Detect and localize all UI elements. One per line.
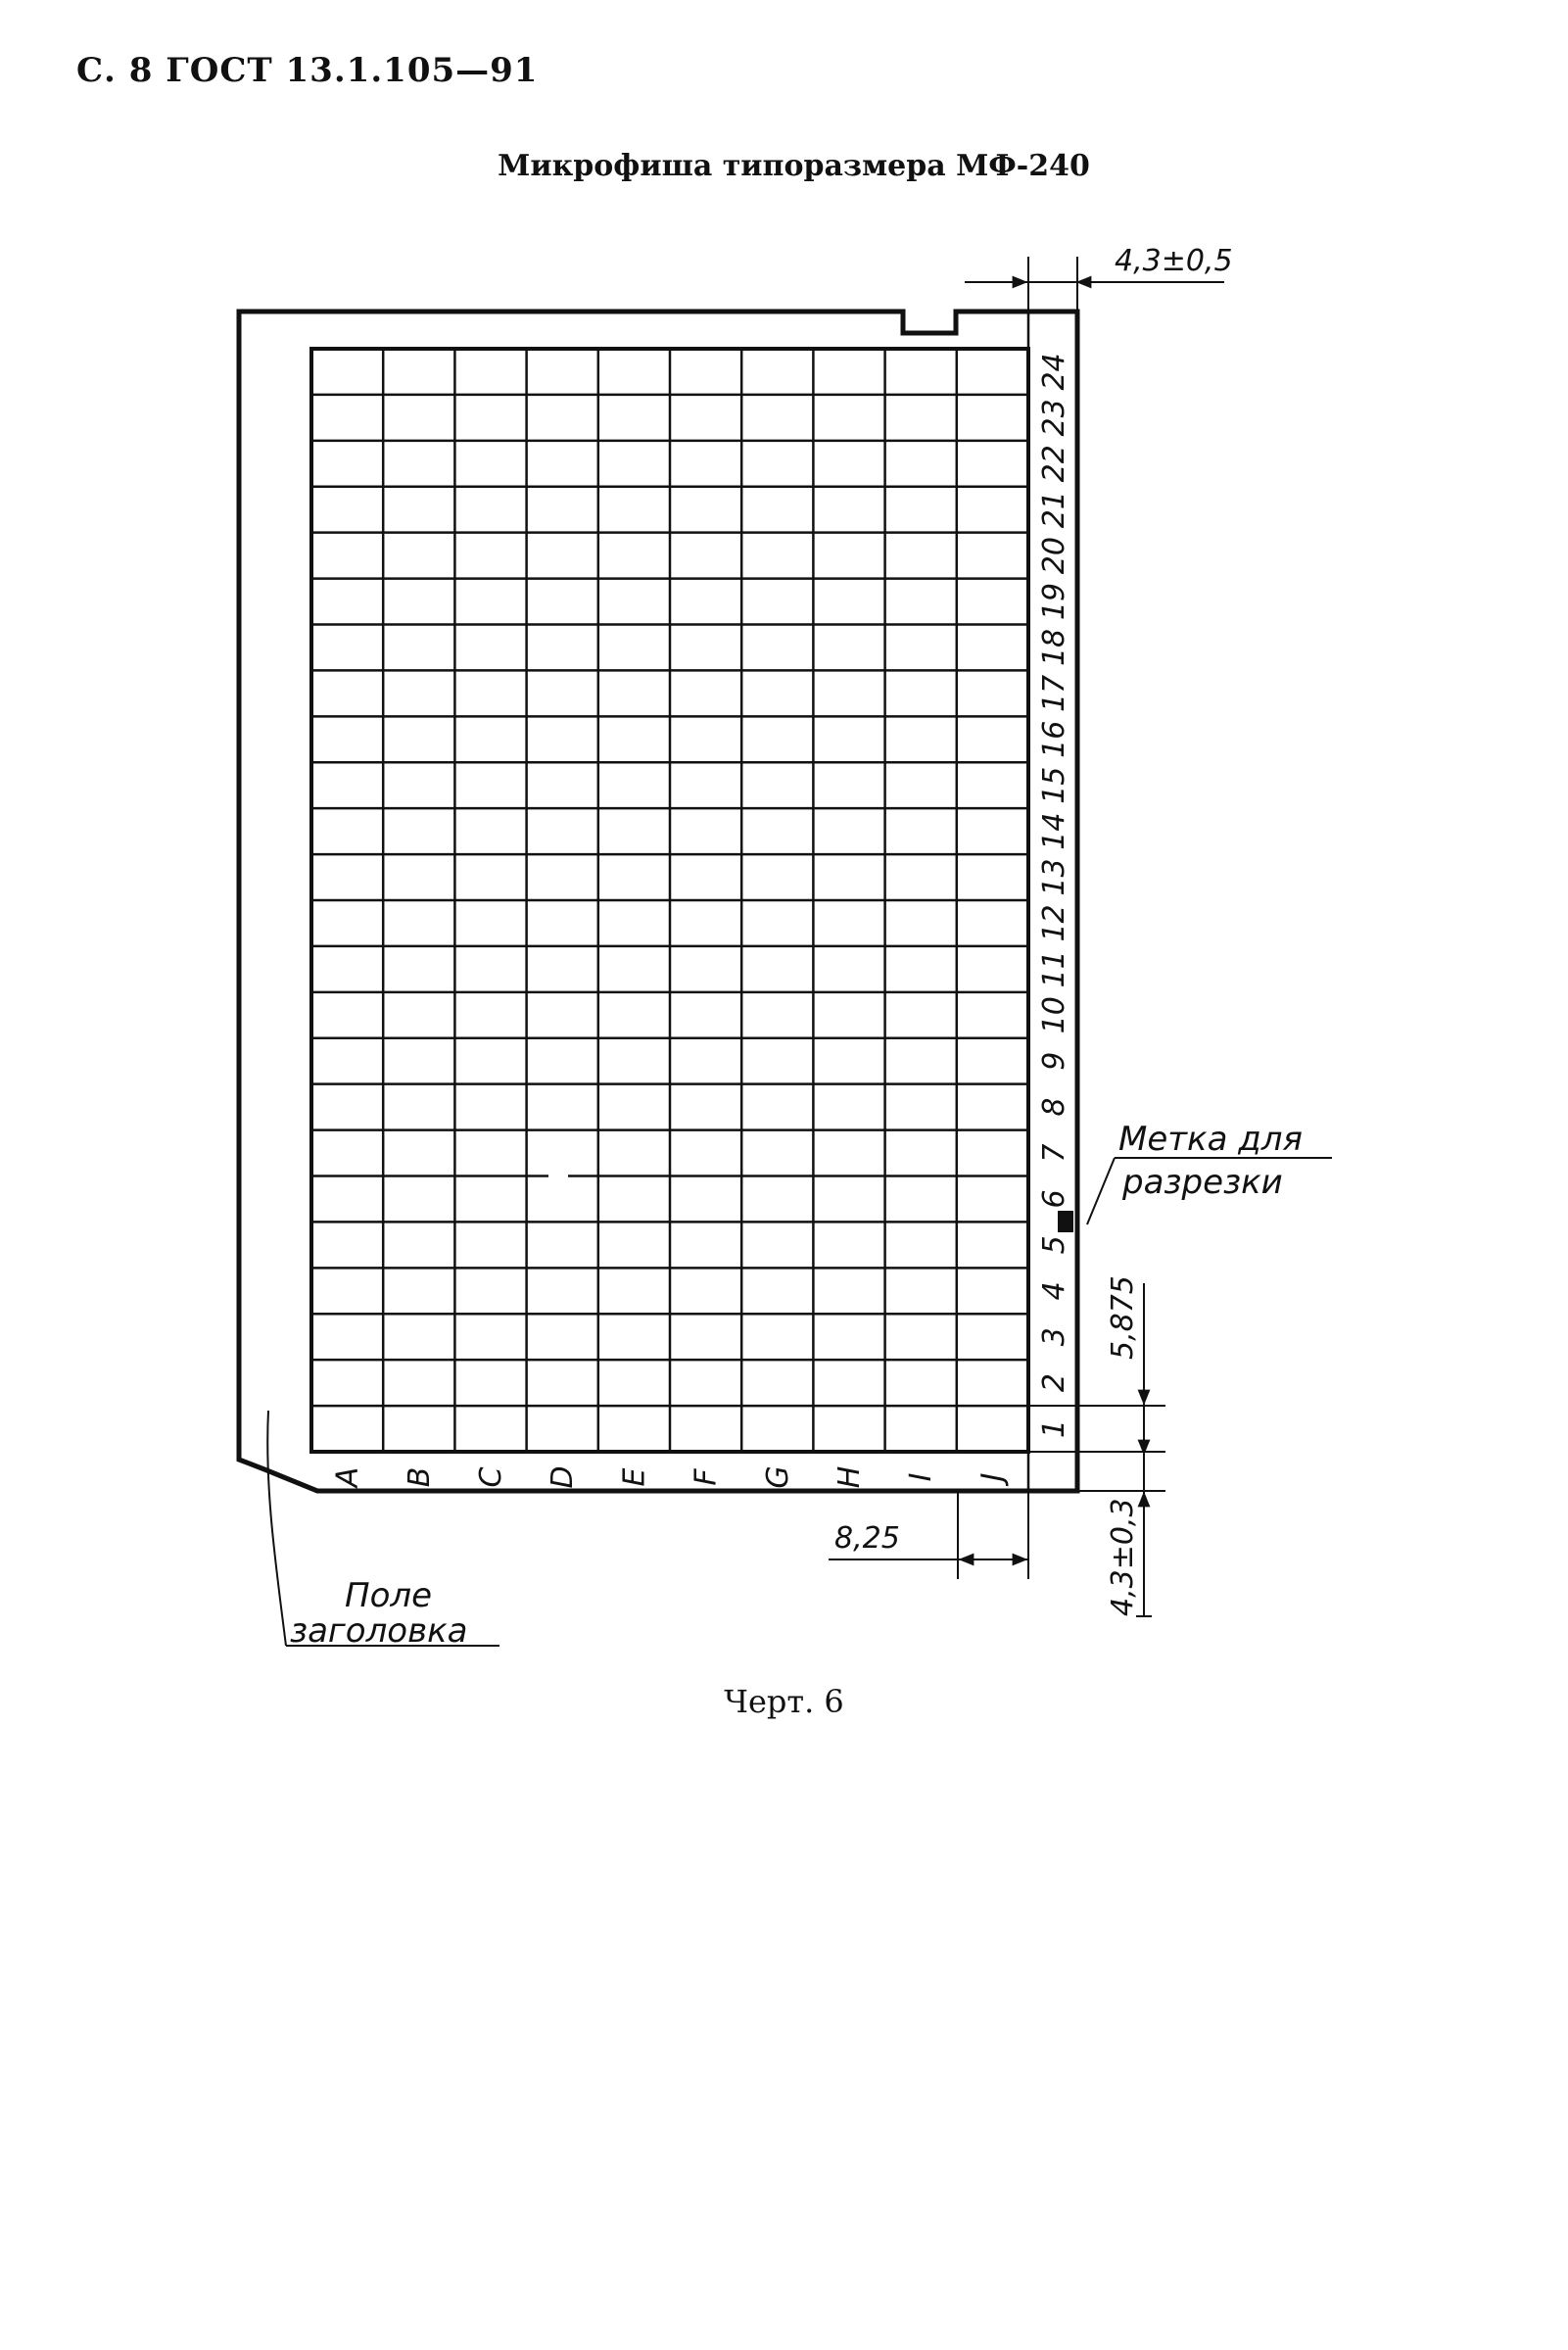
row-label: 6 <box>1037 1189 1071 1209</box>
header-field-leader <box>267 1411 286 1646</box>
row-label: 1 <box>1037 1418 1071 1439</box>
column-labels <box>331 1465 1011 1489</box>
page-header: С. 8 ГОСТ 13.1.105—91 <box>76 51 539 90</box>
column-label: C <box>474 1466 508 1488</box>
row-label: 23 <box>1037 399 1071 437</box>
drawing-title: Микрофиша типоразмера МФ-240 <box>498 149 1090 183</box>
column-label: A <box>330 1466 365 1488</box>
row-label: 5 <box>1037 1235 1071 1255</box>
row-label: 7 <box>1037 1143 1071 1163</box>
row-label: 4 <box>1037 1281 1071 1301</box>
row-label: 17 <box>1037 674 1071 712</box>
dim-frame-height: 5,875 <box>1106 1275 1140 1360</box>
row-label: 2 <box>1037 1373 1071 1393</box>
row-labels <box>1037 353 1071 1438</box>
row-label: 3 <box>1037 1327 1071 1347</box>
dim-top-margin: 4,3±0,5 <box>1115 244 1233 278</box>
column-label: F <box>689 1468 724 1486</box>
row-label: 18 <box>1037 628 1071 667</box>
row-label: 8 <box>1037 1097 1071 1117</box>
row-label: 14 <box>1037 812 1071 850</box>
column-label: E <box>617 1467 652 1487</box>
row-label: 9 <box>1037 1051 1071 1071</box>
cut-mark-label-line1: Метка для <box>1118 1120 1303 1159</box>
column-label: G <box>760 1465 795 1489</box>
row-label: 13 <box>1037 858 1071 896</box>
cut-mark-label-line2: разрезки <box>1122 1163 1283 1202</box>
column-label: J <box>975 1472 1011 1482</box>
column-label: D <box>546 1465 581 1489</box>
row-label: 12 <box>1037 904 1071 942</box>
row-label: 22 <box>1037 445 1071 483</box>
header-field-label-line2: заголовка <box>290 1611 468 1651</box>
row-label: 19 <box>1037 582 1071 621</box>
dim-frame-width: 8,25 <box>834 1521 900 1556</box>
figure-caption: Черт. 6 <box>724 1683 844 1720</box>
row-label: 16 <box>1037 720 1071 758</box>
row-label: 20 <box>1037 537 1071 575</box>
dim-bottom-margin: 4,3±0,3 <box>1106 1498 1140 1616</box>
frame-grid <box>311 310 1028 1491</box>
row-label: 11 <box>1037 950 1071 988</box>
cut-mark-leader <box>1087 1158 1115 1224</box>
header-field-label-line1: Поле <box>345 1576 433 1615</box>
row-label: 24 <box>1037 353 1071 391</box>
row-label: 21 <box>1037 491 1071 529</box>
row-label: 15 <box>1037 766 1071 804</box>
column-label: I <box>904 1472 939 1482</box>
column-label: B <box>402 1466 437 1488</box>
column-label: H <box>832 1465 867 1489</box>
row-label: 10 <box>1037 996 1071 1034</box>
cut-mark <box>1058 1211 1073 1232</box>
